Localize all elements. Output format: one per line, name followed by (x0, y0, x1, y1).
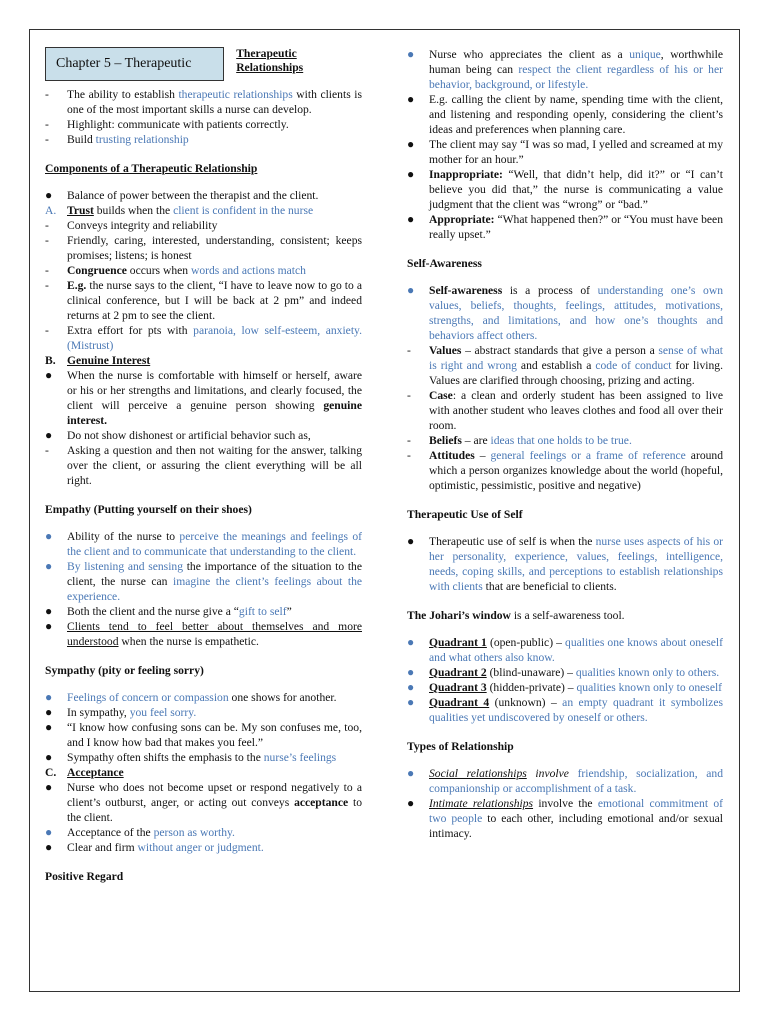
right-column (407, 47, 723, 841)
list-item: ● Acceptance of the person as worthy. (45, 825, 235, 839)
bullet-icon: ● (45, 619, 53, 633)
list-item: ● By listening and sensing the importance of the situation to the client, the nurse can imagine the client’s feelings about the experience. (45, 559, 363, 603)
list-item: ● Balance of power between the therapist and the client. (45, 188, 319, 202)
list-item: - The ability to establish therapeutic relationships with clients is one of the most important skills a nurse can develop. (45, 88, 362, 116)
list-item: ● Quadrant 2 (blind-unaware) – qualities known only to others. (407, 665, 720, 679)
list-item: - Highlight: communicate with patients correctly. (45, 118, 289, 131)
dash-marker: - (45, 88, 49, 101)
bullet-icon: ● (407, 766, 415, 780)
bullet-icon: ● (407, 47, 415, 61)
section-heading: Self-Awareness (407, 257, 482, 270)
list-item: - Friendly, caring, interested, understanding, consistent; keeps promises; listens; is honest (45, 234, 362, 262)
bullet-icon: ● (45, 780, 53, 794)
section-heading: Empathy (Putting yourself on their shoes) (45, 503, 252, 516)
bullet-icon: ● (45, 750, 53, 764)
list-item: ● Quadrant 1 (open-public) – qualities one knows about oneself and what others also know. (407, 635, 723, 664)
list-item: - Case: a clean and orderly student has been assigned to live with another student who leaves clothes and food all over their room. (407, 389, 723, 432)
list-item: ● Feelings of concern or compassion one shows for another. (45, 690, 337, 704)
bullet-icon: ● (45, 690, 53, 704)
bullet-icon: ● (407, 167, 415, 181)
title-row (45, 47, 362, 81)
bullet-icon: ● (407, 212, 415, 226)
bullet-icon: ● (45, 188, 53, 202)
list-item: ● Therapeutic use of self is when the nurse uses aspects of his or her personality, experience, values, feelings, intelligence, needs, coping skills, and perceptions to establish relationships with clients that are beneficial to clients. (407, 534, 723, 593)
list-item: ● Nurse who appreciates the client as a unique, worthwhile human being can respect the client regardless of his or her behavior, background, or lifestyle. (407, 47, 723, 91)
bullet-icon: ● (45, 705, 53, 719)
list-item: - Attitudes – general feelings or a frame of reference around which a person organizes knowledge about the world (hopeful, optimistic, pessimistic, positive and negative) (407, 449, 724, 492)
list-item: - Asking a question and then not waiting for the answer, talking over the client, or assuring the client everything will be all right. (45, 444, 362, 487)
list-item: ● Nurse who does not become upset or respond negatively to a client’s outburst, anger, or acting out conveys acceptance to the client. (45, 780, 362, 824)
list-item: - Congruence occurs when words and actions match (45, 264, 306, 277)
section-subtitle: Therapeutic Relationships (236, 47, 304, 74)
bullet-icon: ● (45, 720, 53, 734)
list-item: ● In sympathy, you feel sorry. (45, 705, 197, 719)
bullet-icon: ● (45, 559, 53, 573)
list-item: ● Inappropriate: “Well, that didn’t help, did it?” or “I can’t believe you did that,” the nurse is communicating a value judgment that the client was “wrong” or “bad.” (407, 167, 723, 211)
list-item: ● E.g. calling the client by name, spending time with the client, and listening and responding openly, considering the client’s ideas and preferences when planning care. (407, 92, 723, 136)
left-column (45, 47, 362, 896)
list-item: ● “I know how confusing sons can be. My son confuses me, too, and I know how bad that makes you feel.” (45, 720, 362, 749)
section-heading: Positive Regard (45, 870, 124, 883)
list-item: ● Appropriate: “What happened then?” or “You must have been really upset.” (407, 212, 723, 241)
bullet-icon: ● (407, 137, 415, 151)
list-item: C. Acceptance (45, 766, 124, 779)
list-item: ● Quadrant 3 (hidden-private) – qualities known only to oneself (407, 680, 723, 694)
section-heading: Therapeutic Use of Self (407, 508, 523, 521)
list-item: ● Quadrant 4 (unknown) – an empty quadrant it symbolizes qualities yet undiscovered by oneself or others. (407, 695, 723, 724)
bullet-icon: ● (45, 368, 53, 382)
bullet-icon: ● (407, 665, 415, 679)
section-heading: Types of Relationship (407, 740, 514, 753)
list-item: ● The client may say “I was so mad, I yelled and screamed at my mother for an hour.” (407, 137, 723, 166)
list-item: B. Genuine Interest (45, 354, 151, 367)
list-item: ● Self-awareness is a process of understanding one’s own values, beliefs, thoughts, feelings, attitudes, motivations, strengths, and limitations, and how one’s thoughts and behaviors affect others. (407, 283, 723, 342)
list-item: ● Do not show dishonest or artificial behavior such as, (45, 428, 311, 442)
section-heading: The Johari’s window is a self-awareness tool. (407, 609, 625, 622)
bullet-icon: ● (407, 534, 415, 548)
list-item: - Values – abstract standards that give a person a sense of what is right and wrong and establish a code of conduct for living. Values are clarified through choosing, prizing and acting. (407, 344, 723, 387)
bullet-icon: ● (407, 680, 415, 694)
list-item: ● When the nurse is comfortable with himself or herself, aware or his or her strengths and limitations, and clearly focused, the client will perceive a genuine person showing genuine interest. (45, 368, 362, 427)
bullet-icon: ● (407, 283, 415, 297)
bullet-icon: ● (407, 796, 415, 810)
bullet-icon: ● (45, 604, 53, 618)
list-item: A. Trust builds when the client is confident in the nurse (45, 204, 314, 217)
list-item: ● Sympathy often shifts the emphasis to the nurse’s feelings (45, 750, 337, 764)
list-item: ● Both the client and the nurse give a “gift to self” (45, 604, 292, 618)
list-item: - Conveys integrity and reliability (45, 219, 218, 232)
list-item: ● Intimate relationships involve the emotional commitment of two people to each other, including emotional and/or sexual intimacy. (407, 796, 724, 840)
section-heading: Sympathy (pity or feeling sorry) (45, 664, 204, 677)
list-item: - Extra effort for pts with paranoia, low self-esteem, anxiety. (Mistrust) (45, 324, 362, 352)
list-item: - Beliefs – are ideas that one holds to be true. (407, 434, 632, 447)
chapter-title: Chapter 5 – Therapeutic (45, 47, 224, 81)
list-item: ● Social relationships involve friendship, socialization, and companionship or accomplishment of a task. (407, 766, 724, 795)
list-item: ● Ability of the nurse to perceive the meanings and feelings of the client and to communicate that understanding to the client. (45, 529, 362, 558)
bullet-icon: ● (45, 825, 53, 839)
list-item: - Build trusting relationship (45, 133, 189, 146)
list-item: - E.g. the nurse says to the client, “I have to leave now to go to a clinical conference, but I will be back at 2 pm” and indeed returns at 2 pm to see the client. (45, 279, 362, 322)
bullet-icon: ● (45, 840, 53, 854)
bullet-icon: ● (45, 428, 53, 442)
section-heading: Components of a Therapeutic Relationship (45, 162, 258, 175)
list-item: ● Clear and firm without anger or judgment. (45, 840, 264, 854)
list-item: ● Clients tend to feel better about themselves and more understood when the nurse is empathetic. (45, 619, 362, 648)
bullet-icon: ● (407, 635, 415, 649)
bullet-icon: ● (407, 695, 415, 709)
bullet-icon: ● (45, 529, 53, 543)
bullet-icon: ● (407, 92, 415, 106)
